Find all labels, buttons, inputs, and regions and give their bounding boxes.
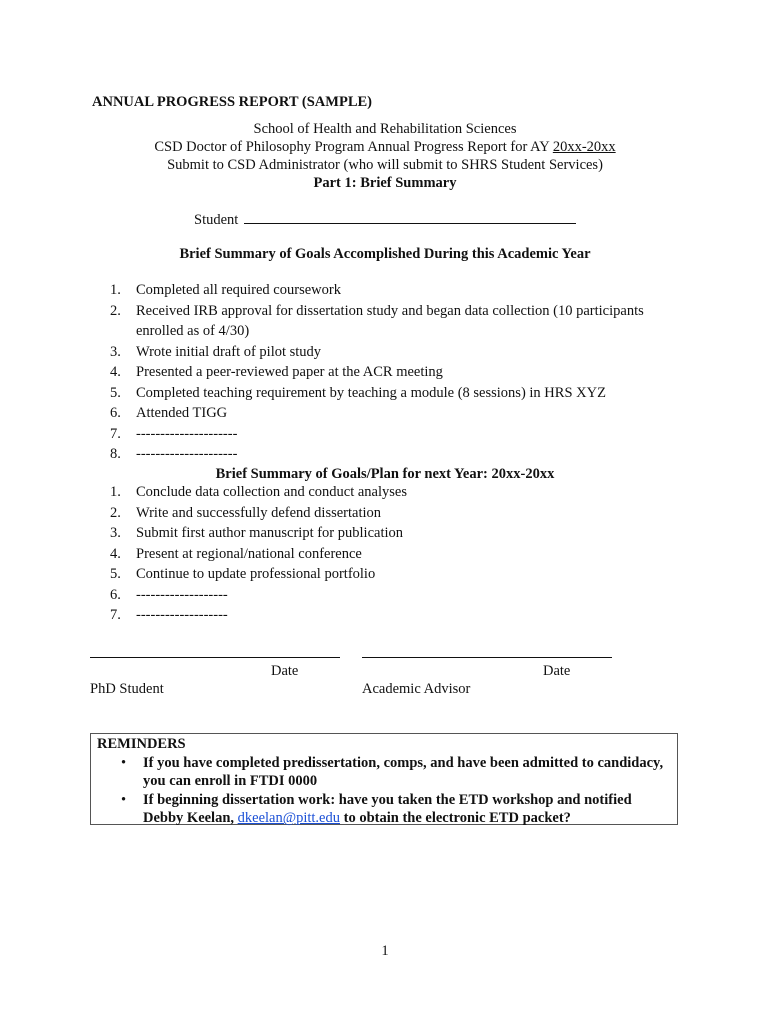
list-item-number: 3. [110, 525, 121, 541]
goals-next-year-heading: Brief Summary of Goals/Plan for next Year: 20xx-20xx [215, 466, 555, 482]
list-item-number: 1. [110, 282, 121, 298]
goal-accomplished-item [110, 280, 644, 301]
list-item-text: Continue to update professional portfolio [136, 566, 376, 582]
bullet-icon: • [121, 755, 127, 771]
list-item-number: 3. [110, 343, 121, 360]
student-name-field[interactable] [244, 210, 576, 224]
list-item-number: 8. [110, 446, 121, 462]
list-item-text: Attended TIGG [136, 405, 228, 421]
part-title: Part 1: Brief Summary [313, 175, 457, 191]
list-item-text: Completed all required coursework [136, 282, 341, 298]
reminder-item-2-suffix: to obtain the electronic ETD packet? [340, 810, 571, 826]
goal-accomplished-item [110, 444, 644, 465]
list-item-number: 1. [110, 484, 121, 500]
goal-next-year-item [110, 482, 407, 503]
list-item-text: Write and successfully defend dissertation [136, 504, 382, 521]
page-number: 1 [381, 943, 389, 959]
academic-advisor-label: Academic Advisor [362, 681, 471, 697]
reminder-item-2-text: If beginning dissertation work: have you taken the ETD workshop and notified Debby Keelan, [143, 792, 632, 826]
reminder-item-1-text: If you have completed predissertation, comps, and have been admitted to candidacy, you can enroll in FTDI 0000 [143, 755, 664, 789]
goal-next-year-item [110, 544, 407, 565]
list-item-text: Presented a peer-reviewed paper at the ACR meeting [136, 364, 443, 380]
list-item-number: 2. [110, 504, 121, 521]
phd-student-label: PhD Student [90, 681, 164, 697]
list-item-number: 7. [110, 425, 121, 442]
goal-next-year-item [110, 585, 407, 606]
list-item-text: --------------------- [136, 446, 238, 462]
list-item-number: 2. [110, 302, 121, 319]
list-item-number: 4. [110, 364, 121, 380]
reminder-item-1 [121, 754, 668, 790]
goal-next-year-item [110, 605, 407, 626]
advisor-signature-line[interactable] [362, 657, 612, 658]
list-item-number: 4. [110, 545, 121, 562]
goal-accomplished-item [110, 403, 644, 424]
student-row [194, 210, 576, 229]
goal-next-year-item [110, 523, 407, 544]
goal-next-year-item [110, 503, 407, 524]
goal-accomplished-item [110, 383, 644, 404]
academic-year: 20xx-20xx [552, 139, 616, 155]
program-line [0, 139, 770, 156]
goal-accomplished-item [110, 301, 644, 322]
list-item-text: Received IRB approval for dissertation study and began data collection (10 participants [136, 302, 644, 319]
email-link[interactable]: dkeelan@pitt.edu [237, 810, 340, 826]
list-item-text: --------------------- [136, 425, 238, 442]
goal-accomplished-item [110, 424, 644, 445]
list-item-text: Wrote initial draft of pilot study [136, 343, 322, 360]
goals-accomplished-heading: Brief Summary of Goals Accomplished During this Academic Year [179, 246, 591, 262]
list-item-text: Completed teaching requirement by teaching a module (8 sessions) in HRS XYZ [136, 384, 606, 401]
reminders-title: REMINDERS [97, 736, 186, 752]
goal-accomplished-item [110, 362, 644, 383]
reminders-box [90, 733, 678, 825]
list-item-text: Submit first author manuscript for publication [136, 525, 403, 541]
list-item-number: 6. [110, 405, 121, 421]
student-signature-line[interactable] [90, 657, 340, 658]
list-item-text: ------------------- [136, 586, 228, 603]
list-item-text: Conclude data collection and conduct analyses [136, 484, 407, 500]
goals-next-year-list [110, 482, 407, 626]
student-date-label: Date [271, 663, 299, 679]
program-line-text: CSD Doctor of Philosophy Program Annual Progress Report for AY [154, 139, 553, 155]
list-item-text: enrolled as of 4/30) [136, 323, 250, 339]
goal-accomplished-item [110, 321, 644, 342]
student-label: Student [194, 212, 239, 228]
goal-accomplished-item [110, 342, 644, 363]
list-item-number: 5. [110, 384, 121, 401]
list-item-number: 5. [110, 566, 121, 582]
advisor-date-label: Date [543, 663, 571, 679]
list-item-number: 6. [110, 586, 121, 603]
reminder-item-2 [121, 791, 668, 827]
list-item-text: Present at regional/national conference [136, 545, 362, 562]
goals-accomplished-list [110, 280, 644, 465]
document-title: ANNUAL PROGRESS REPORT (SAMPLE) [92, 94, 372, 110]
bullet-icon: • [121, 792, 127, 808]
goal-next-year-item [110, 564, 407, 585]
submit-instructions: Submit to CSD Administrator (who will submit to SHRS Student Services) [167, 157, 603, 173]
list-item-text: ------------------- [136, 607, 228, 623]
school-name: School of Health and Rehabilitation Sciences [253, 121, 517, 137]
list-item-number: 7. [110, 607, 121, 623]
